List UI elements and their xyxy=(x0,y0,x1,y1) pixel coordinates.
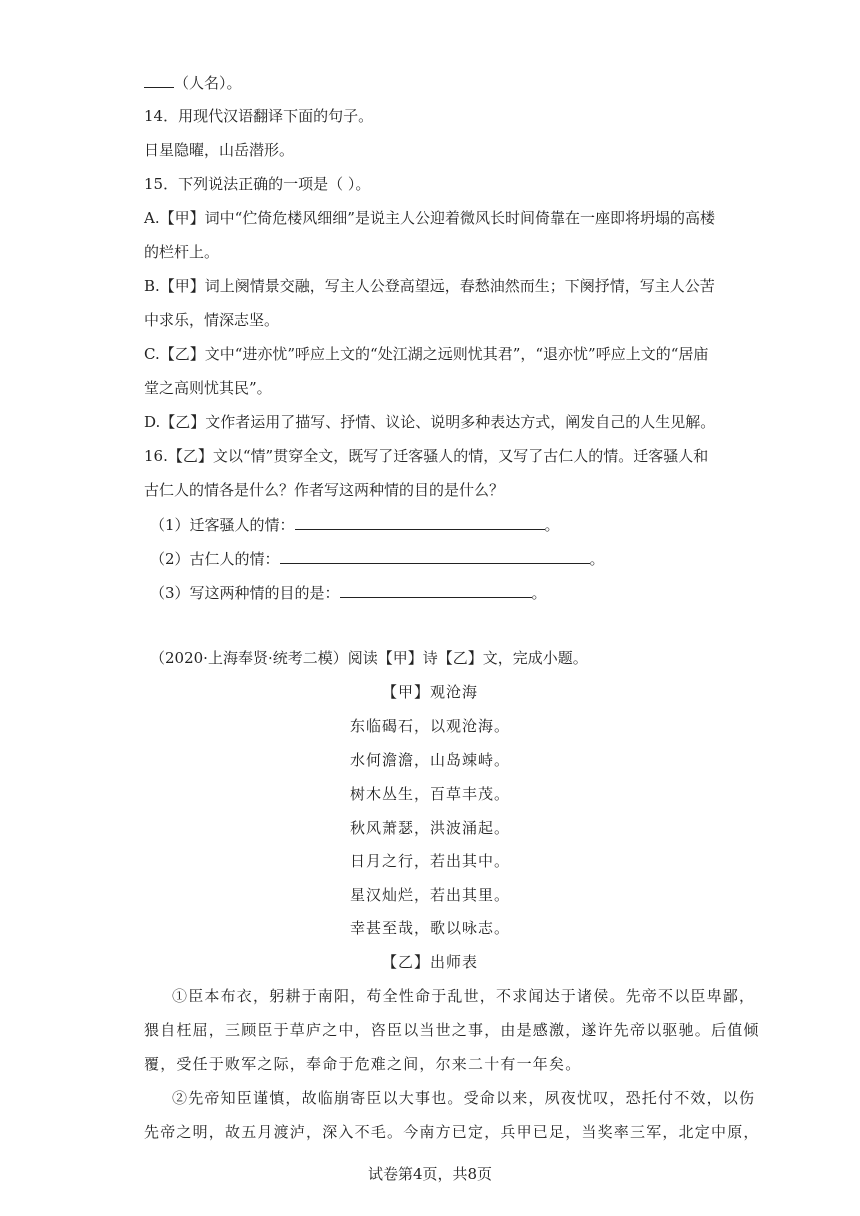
prose-title: 【乙】出师表 xyxy=(381,953,478,971)
answer-blank xyxy=(280,548,590,564)
poem-line: 树木丛生，百草丰茂。 xyxy=(349,785,510,803)
q13-tail-text: （人名）。 xyxy=(174,74,242,92)
answer-blank xyxy=(340,582,532,598)
q15-option-a-line2: 的栏杆上。 xyxy=(144,243,220,261)
poem-line: 星汉灿烂，若出其里。 xyxy=(349,886,510,904)
poem-line: 秋风萧瑟，洪波涌起。 xyxy=(349,819,510,837)
q16-sub3 xyxy=(150,582,547,603)
passage-intro: （2020·上海奉贤·统考二模）阅读【甲】诗【乙】文，完成小题。 xyxy=(150,649,588,667)
q16-sub1-end: 。 xyxy=(544,516,560,534)
prose-line: ②先帝知臣谨慎，故临崩寄臣以大事也。受命以来，夙夜忧叹，恐托付不效，以伤 xyxy=(172,1089,756,1107)
q16-stem-line2: 古仁人的情各是什么？作者写这两种情的目的是什么？ xyxy=(144,481,505,499)
q13-answer-line xyxy=(144,72,242,93)
q16-sub1-label: （1）迁客骚人的情： xyxy=(150,516,295,534)
poem-title: 【甲】观沧海 xyxy=(381,683,478,701)
q15-option-d: D.【乙】文作者运用了描写、抒情、议论、说明多种表达方式，阐发自己的人生见解。 xyxy=(144,413,716,431)
q15-option-b-line2: 中求乐，情深志坚。 xyxy=(144,311,280,329)
q14-stem: 14．用现代汉语翻译下面的句子。 xyxy=(144,107,374,125)
poem-line: 日月之行，若出其中。 xyxy=(349,852,510,870)
q16-sub3-end: 。 xyxy=(531,584,547,602)
answer-blank xyxy=(144,72,174,88)
q16-sub3-label: （3）写这两种情的目的是： xyxy=(150,584,340,602)
page-footer: 试卷第4页，共8页 xyxy=(367,1165,493,1183)
q15-option-b-line1: B.【甲】词上阕情景交融，写主人公登高望远，春愁油然而生；下阕抒情，写主人公苦 xyxy=(144,277,715,295)
q15-option-c-line1: C.【乙】文中“进亦忧”呼应上文的“处江湖之远则忧其君”，“退亦忧”呼应上文的“居庙 xyxy=(144,345,709,363)
poem-line: 水何澹澹，山岛竦峙。 xyxy=(349,751,510,769)
prose-line: 猥自枉屈，三顾臣于草庐之中，咨臣以当世之事，由是感激，遂许先帝以驱驰。后值倾 xyxy=(144,1021,760,1039)
q15-option-c-line2: 堂之高则忧其民”。 xyxy=(144,379,272,397)
q16-sub2 xyxy=(150,548,605,569)
prose-line: 覆，受任于败军之际，奉命于危难之间，尔来二十有一年矣。 xyxy=(144,1055,582,1073)
poem-line: 东临碣石，以观沧海。 xyxy=(349,717,510,735)
q16-stem-line1: 16.【乙】文以“情”贯穿全文，既写了迁客骚人的情，又写了古仁人的情。迁客骚人和 xyxy=(144,447,709,465)
q15-option-a-line1: A.【甲】词中“伫倚危楼风细细”是说主人公迎着微风长时间倚靠在一座即将坍塌的高楼 xyxy=(144,209,715,227)
q15-stem: 15．下列说法正确的一项是（ ）。 xyxy=(144,175,371,193)
q16-sub2-label: （2）古仁人的情： xyxy=(150,550,280,568)
prose-line: 先帝之明，故五月渡泸，深入不毛。今南方已定，兵甲已足，当奖率三军，北定中原， xyxy=(144,1123,760,1141)
q16-sub2-end: 。 xyxy=(589,550,605,568)
poem-line: 幸甚至哉，歌以咏志。 xyxy=(349,919,510,937)
answer-blank xyxy=(295,514,545,530)
q16-sub1 xyxy=(150,514,560,535)
q14-sentence: 日星隐曜，山岳潜形。 xyxy=(144,141,295,159)
prose-line: ①臣本布衣，躬耕于南阳，苟全性命于乱世，不求闻达于诸侯。先帝不以臣卑鄙， xyxy=(172,987,756,1005)
